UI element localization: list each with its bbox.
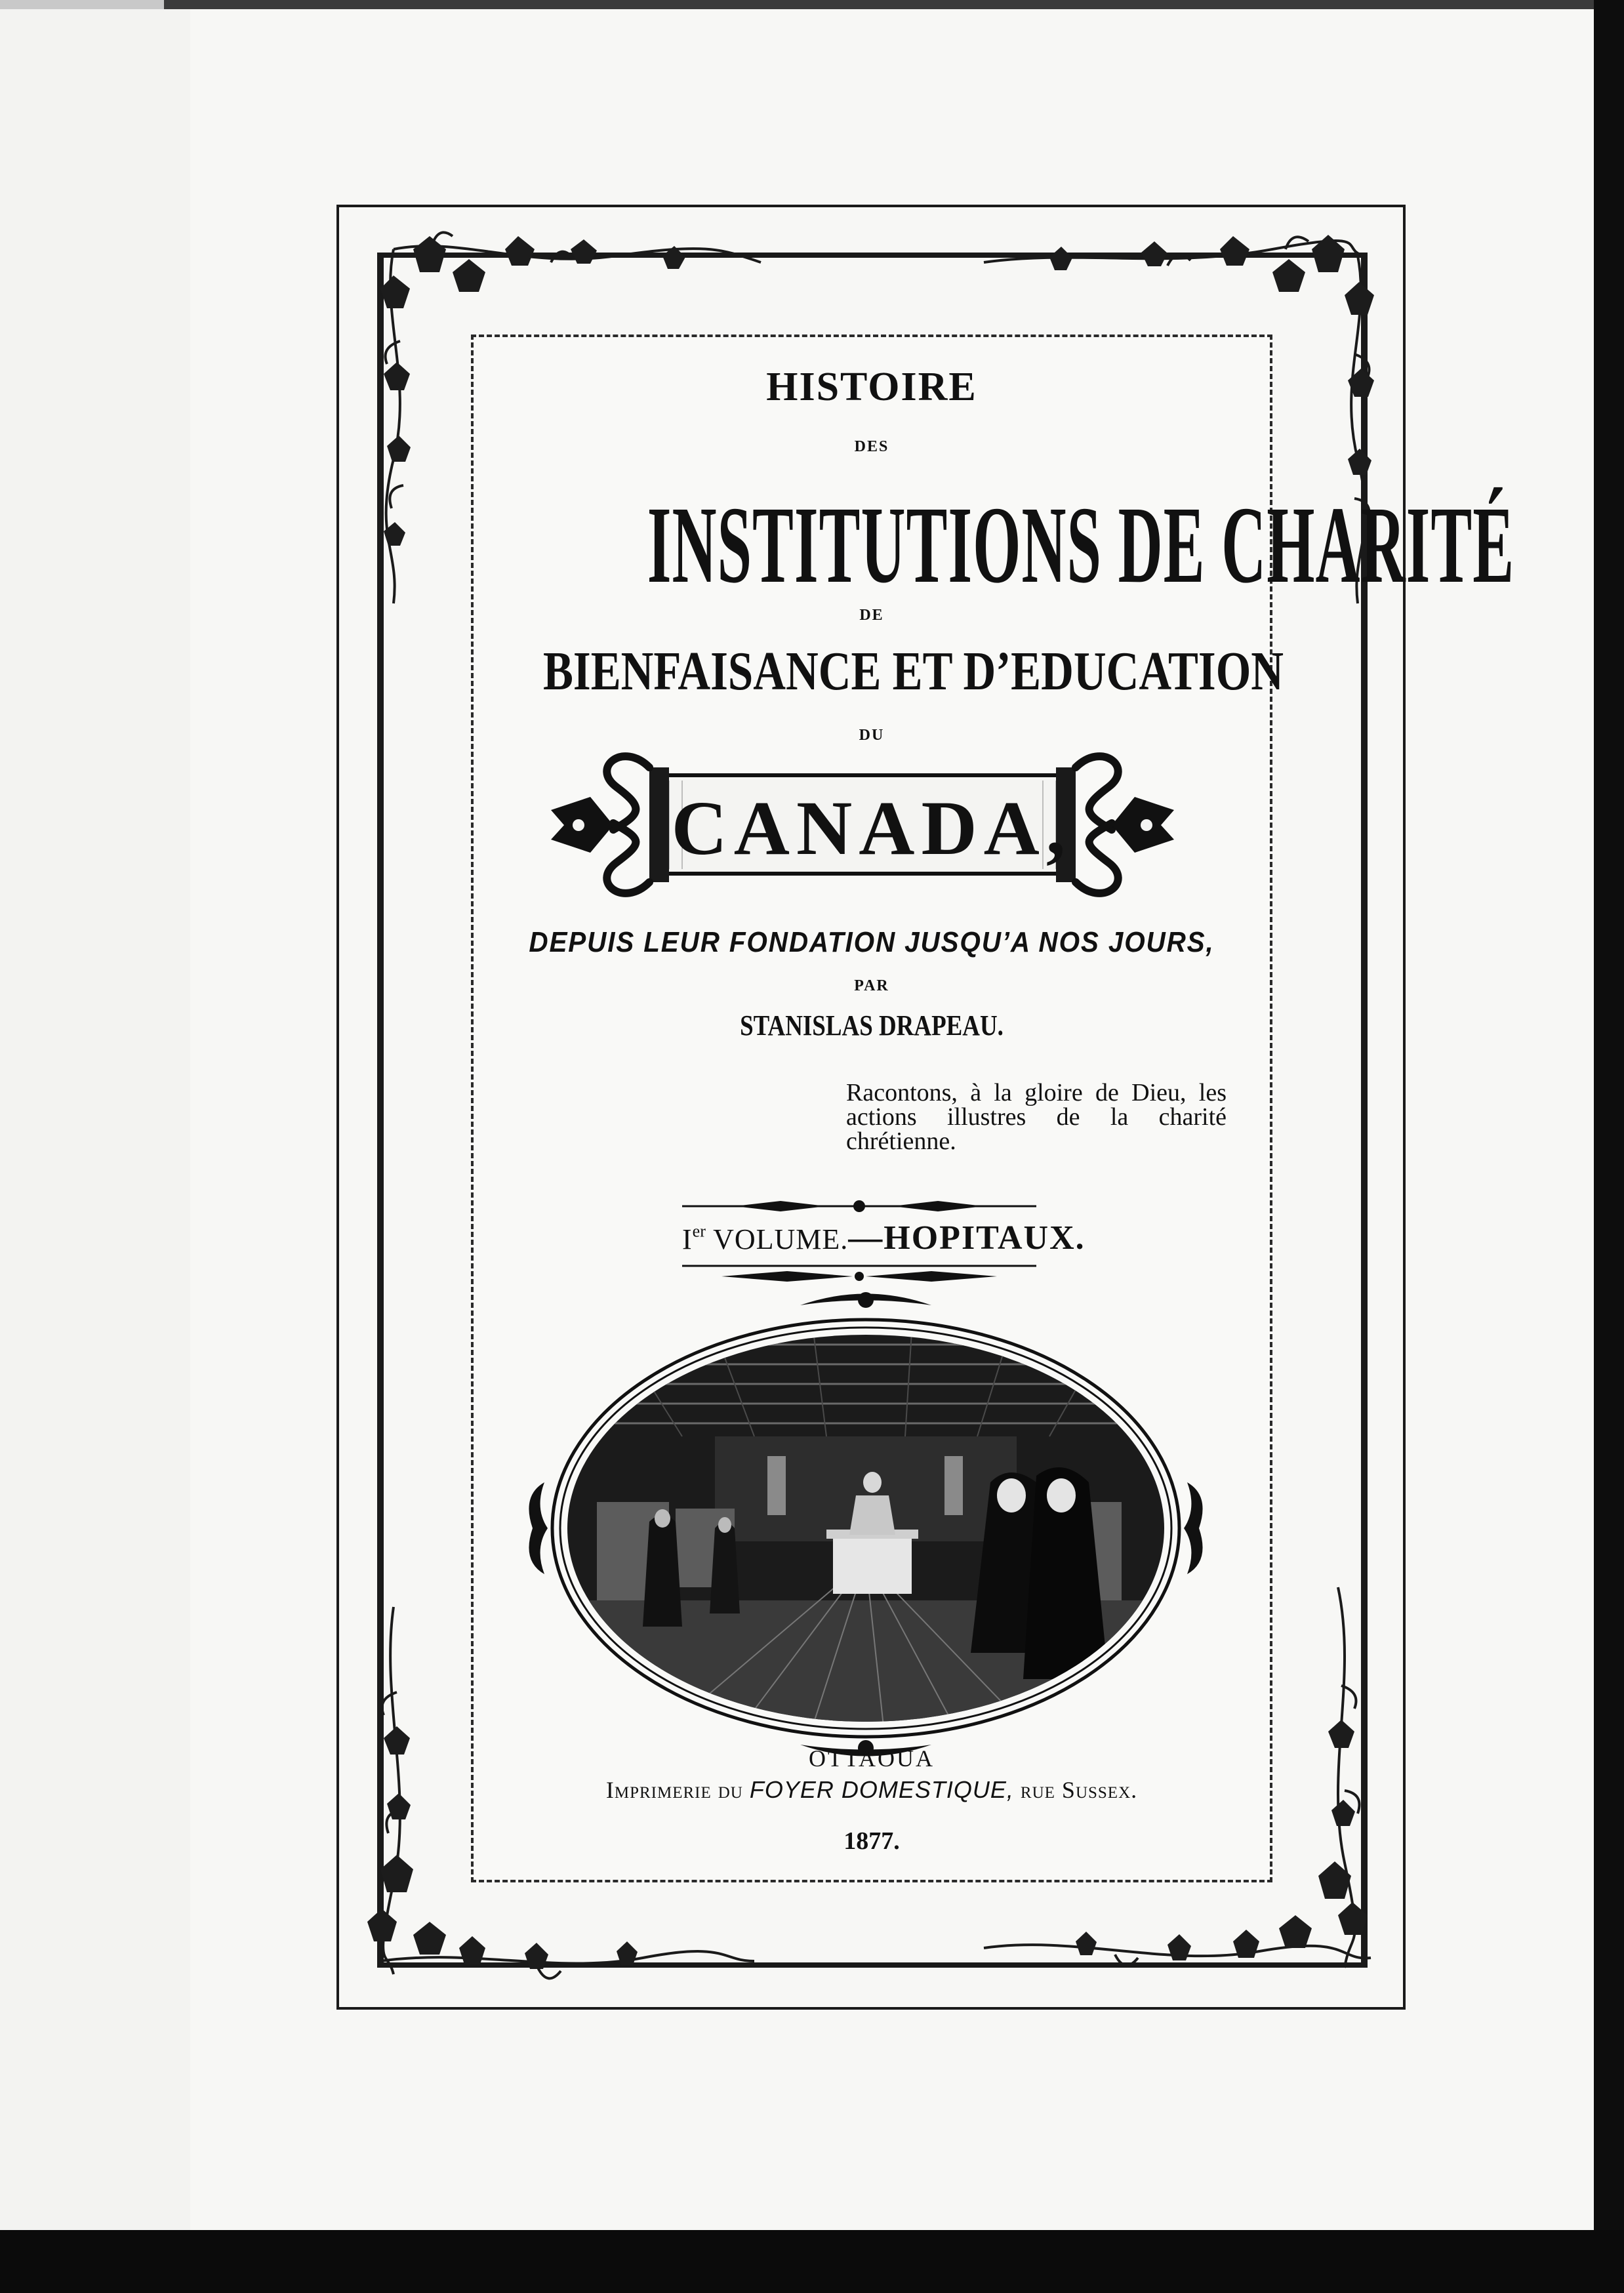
imprint-year: 1877. bbox=[843, 1827, 900, 1855]
title-de: DE bbox=[859, 607, 884, 624]
volume-topic: —HOPITAUX. bbox=[848, 1219, 1086, 1257]
hospital-ward-engraving bbox=[518, 1286, 1213, 1758]
title-institutions: INSTITUTIONS DE CHARITÉ bbox=[647, 484, 1515, 606]
imprint-prefix: Imprimerie du bbox=[605, 1777, 750, 1803]
title-canada: CANADA, bbox=[671, 785, 1072, 871]
rule-ornament-top bbox=[682, 1196, 1036, 1216]
facing-page-edge bbox=[0, 0, 192, 2230]
subtitle: DEPUIS LEUR FONDATION JUSQU’A NOS JOURS, bbox=[529, 926, 1215, 958]
title-histoire: HISTOIRE bbox=[766, 365, 977, 409]
rule-ornament-bottom bbox=[682, 1262, 1036, 1286]
title-bienfaisance: BIENFAISANCE ET D’EDUCATION bbox=[542, 641, 1284, 702]
imprint-suffix: rue Sussex. bbox=[1013, 1777, 1138, 1803]
scan-top-border-light bbox=[0, 0, 164, 9]
volume-word: VOLUME. bbox=[705, 1223, 849, 1255]
title-par: PAR bbox=[854, 977, 889, 994]
imprint-printer-name: FOYER DOMESTIQUE, bbox=[749, 1776, 1014, 1803]
author-name: STANISLAS DRAPEAU. bbox=[740, 1009, 1004, 1042]
scan-right-border bbox=[1594, 0, 1624, 2293]
imprint-printer bbox=[471, 1776, 1272, 1804]
volume-line bbox=[682, 1219, 1086, 1257]
scan-bottom-border bbox=[0, 2230, 1624, 2293]
volume-ordinal: I bbox=[682, 1223, 693, 1255]
volume-ordinal-sup: er bbox=[692, 1221, 706, 1241]
title-du: DU bbox=[859, 727, 885, 744]
title-des: DES bbox=[854, 438, 889, 455]
scan-top-border bbox=[0, 0, 1624, 9]
imprint-city: OTTAOUA bbox=[808, 1745, 935, 1772]
epigraph: Racontons, à la gloire de Dieu, les actions illustres de la charité chrétienne. bbox=[846, 1079, 1227, 1155]
